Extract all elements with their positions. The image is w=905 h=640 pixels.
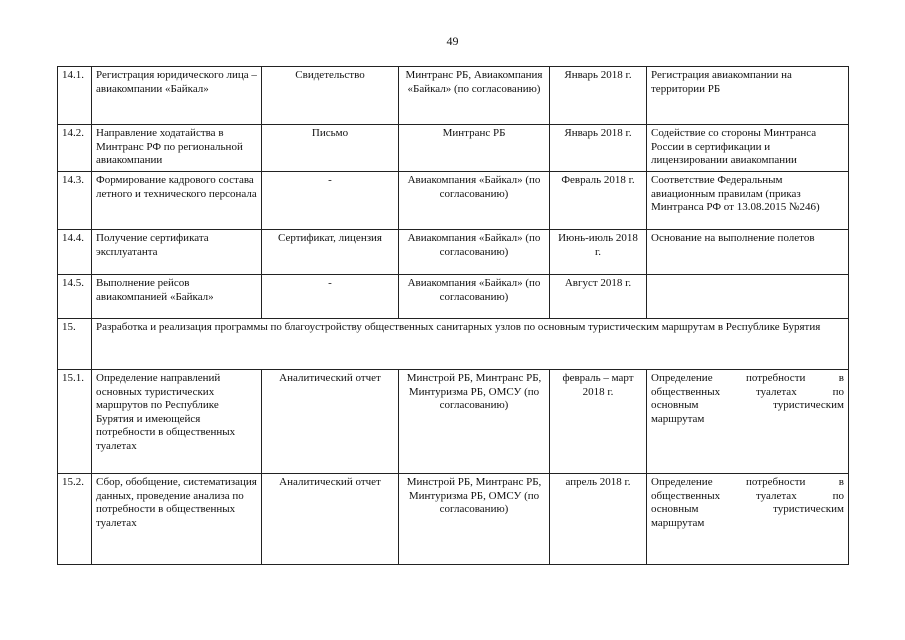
effect-line: маршрутам: [651, 516, 705, 529]
executor-cell: Минтранс РБ, Авиакомпания «Байкал» (по согласованию): [399, 67, 550, 125]
row-number: 15.2.: [58, 474, 92, 565]
table-row: [58, 125, 849, 172]
table-row: [58, 370, 849, 474]
row-number: 14.5.: [58, 275, 92, 319]
row-number: 14.1.: [58, 67, 92, 125]
event-cell: Сбор, обобщение, систематизация данных, проведение анализа по потребности в общественных туалетах: [92, 474, 262, 565]
row-number: 15.1.: [58, 370, 92, 474]
table-row: [58, 230, 849, 275]
table-row: [58, 67, 849, 125]
row-number: 14.3.: [58, 172, 92, 230]
result-cell: Свидетельство: [262, 67, 399, 125]
executor-cell: Минтранс РБ: [399, 125, 550, 172]
effect-line: Определение потребности в: [651, 372, 844, 384]
effect-cell: Основание на выполнение полетов: [647, 230, 849, 275]
table-row: [58, 172, 849, 230]
effect-cell: Содействие со стороны Минтранса России в сертификации и лицензировании авиакомпании: [647, 125, 849, 172]
effect-line: маршрутам: [651, 412, 705, 425]
executor-cell: Авиакомпания «Байкал» (по согласованию): [399, 230, 550, 275]
row-number: 14.2.: [58, 125, 92, 172]
plan-table: [57, 66, 849, 565]
table-row: [58, 275, 849, 319]
section-title: Разработка и реализация программы по благоустройству общественных санитарных узлов по основным туристическим маршрутам в Республике Бурятия: [92, 319, 849, 370]
event-cell: Регистрация юридического лица – авиакомпании «Байкал»: [92, 67, 262, 125]
effect-line: основным туристическим: [651, 503, 844, 516]
executor-cell: Авиакомпания «Байкал» (по согласованию): [399, 275, 550, 319]
effect-cell: Регистрация авиакомпании на территории РБ: [647, 67, 849, 125]
effect-line: Определение потребности в: [651, 476, 844, 488]
section-number: 15.: [58, 319, 92, 370]
effect-cell: [647, 370, 849, 474]
effect-line: основным туристическим: [651, 399, 844, 412]
term-cell: февраль – март 2018 г.: [550, 370, 647, 474]
term-cell: Январь 2018 г.: [550, 67, 647, 125]
executor-cell: Минстрой РБ, Минтранс РБ, Минтуризма РБ, ОМСУ (по согласованию): [399, 370, 550, 474]
result-cell: Аналитический отчет: [262, 370, 399, 474]
term-cell: апрель 2018 г.: [550, 474, 647, 565]
page-number: 49: [446, 34, 459, 48]
effect-cell: [647, 474, 849, 565]
term-cell: Январь 2018 г.: [550, 125, 647, 172]
effect-line: общественных туалетах по: [651, 385, 844, 398]
section-row: [58, 319, 849, 370]
result-cell: Аналитический отчет: [262, 474, 399, 565]
effect-cell: [647, 275, 849, 319]
event-cell: Выполнение рейсов авиакомпанией «Байкал»: [92, 275, 262, 319]
table-row: [58, 474, 849, 565]
result-cell: Сертификат, лицензия: [262, 230, 399, 275]
event-cell: Определение направлений основных туристических маршрутов по Республике Бурятия и имеющейся потребности в общественных туалетах: [92, 370, 262, 474]
event-cell: Направление ходатайства в Минтранс РФ по региональной авиакомпании: [92, 125, 262, 172]
executor-cell: Минстрой РБ, Минтранс РБ, Минтуризма РБ, ОМСУ (по согласованию): [399, 474, 550, 565]
result-cell: -: [262, 275, 399, 319]
executor-cell: Авиакомпания «Байкал» (по согласованию): [399, 172, 550, 230]
event-cell: Формирование кадрового состава летного и технического персонала: [92, 172, 262, 230]
effect-line: общественных туалетах по: [651, 489, 844, 502]
term-cell: Август 2018 г.: [550, 275, 647, 319]
event-cell: Получение сертификата эксплуатанта: [92, 230, 262, 275]
row-number: 14.4.: [58, 230, 92, 275]
effect-cell: Соответствие Федеральным авиационным правилам (приказ Минтранса РФ от 13.08.2015 №246): [647, 172, 849, 230]
term-cell: Июнь-июль 2018 г.: [550, 230, 647, 275]
term-cell: Февраль 2018 г.: [550, 172, 647, 230]
result-cell: Письмо: [262, 125, 399, 172]
result-cell: -: [262, 172, 399, 230]
